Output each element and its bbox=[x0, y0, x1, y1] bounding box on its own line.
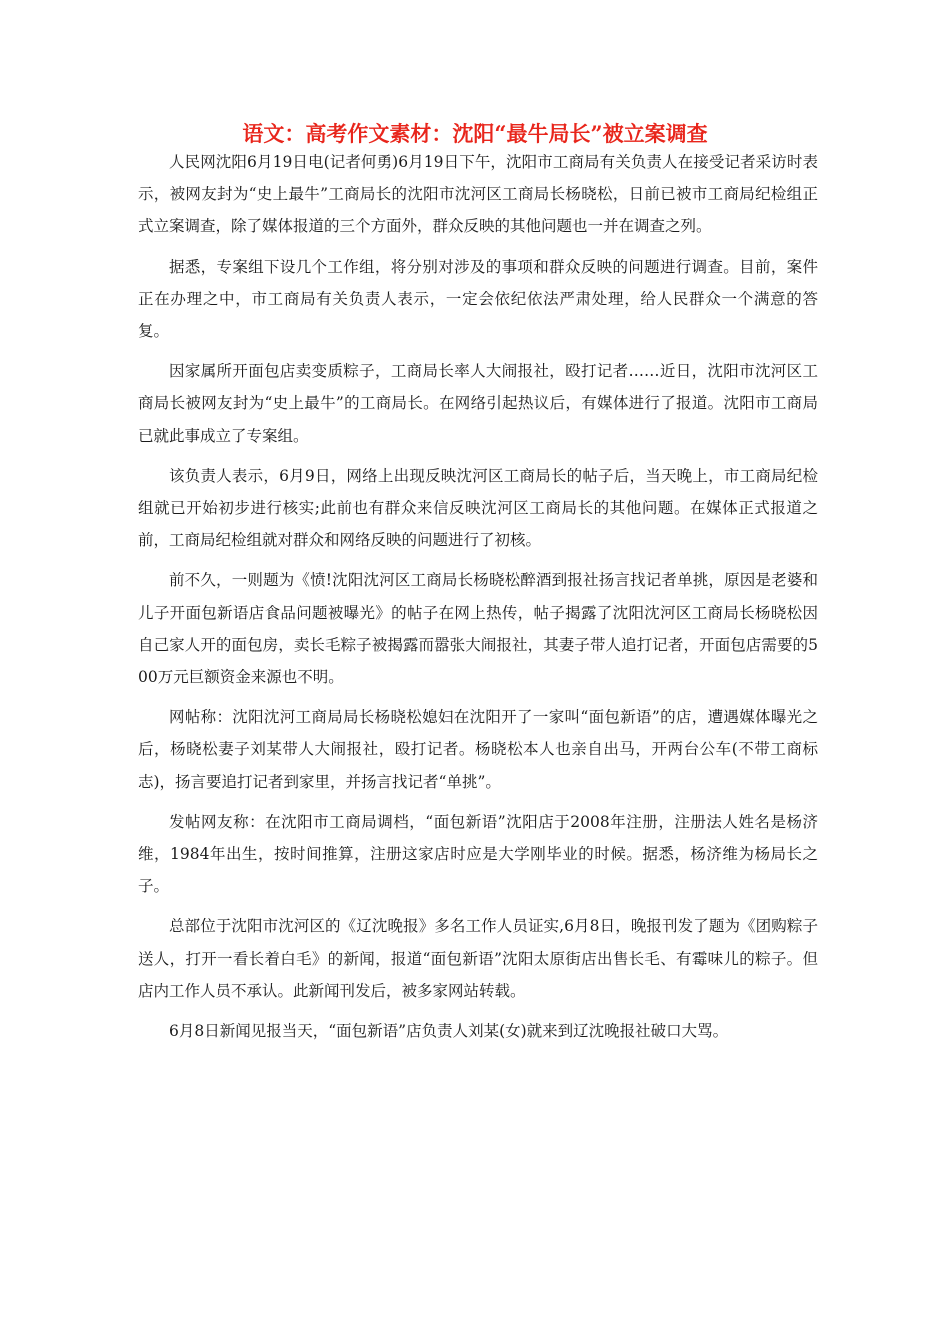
paragraph: 发帖网友称：在沈阳市工商局调档，“面包新语”沈阳店于2008年注册，注册法人姓名是杨济维，1984年出生，按时间推算，注册这家店时应是大学刚毕业的时候。据悉，杨济维为杨局长之子。 bbox=[138, 812, 818, 896]
document-body bbox=[138, 146, 818, 1055]
paragraph: 人民网沈阳6月19日电(记者何勇)6月19日下午，沈阳市工商局有关负责人在接受记者采访时表示，被网友封为“史上最牛”工商局长的沈阳市沈河区工商局长杨晓松，日前已被市工商局纪检组正式立案调查，除了媒体报道的三个方面外，群众反映的其他问题也一并在调查之列。 bbox=[138, 153, 818, 236]
document-title: 语文：高考作文素材：沈阳“最牛局长”被立案调查 bbox=[242, 121, 708, 146]
paragraph: 因家属所开面包店卖变质粽子，工商局长率人大闹报社，殴打记者……近日，沈阳市沈河区工商局长被网友封为“史上最牛”的工商局长。在网络引起热议后，有媒体进行了报道。沈阳市工商局已就此事成立了专案组。 bbox=[138, 362, 818, 445]
paragraph: 总部位于沈阳市沈河区的《辽沈晚报》多名工作人员证实,6月8日，晚报刊发了题为《团购粽子送人，打开一看长着白毛》的新闻，报道“面包新语”沈阳太原街店出售长毛、有霉味儿的粽子。但店内工作人员不承认。此新闻刊发后，被多家网站转载。 bbox=[138, 917, 818, 1000]
paragraph: 据悉，专案组下设几个工作组，将分别对涉及的事项和群众反映的问题进行调查。目前，案件正在办理之中，市工商局有关负责人表示，一定会依纪依法严肃处理，给人民群众一个满意的答复。 bbox=[138, 257, 818, 341]
paragraph: 6月8日新闻见报当天，“面包新语”店负责人刘某(女)就来到辽沈晚报社破口大骂。 bbox=[169, 1022, 729, 1041]
paragraph: 前不久，一则题为《愤!沈阳沈河区工商局长杨晓松醉酒到报社扬言找记者单挑，原因是老婆和儿子开面包新语店食品问题被曝光》的帖子在网上热传，帖子揭露了沈阳沈河区工商局长杨晓松因自己家人开的面包房，卖长毛粽子被揭露而嚣张大闹报社，其妻子带人追打记者，开面包店需要的500万元巨额资金来源也不明。 bbox=[138, 571, 818, 687]
paragraph: 网帖称：沈阳沈河工商局局长杨晓松媳妇在沈阳开了一家叫“面包新语”的店，遭遇媒体曝光之后，杨晓松妻子刘某带人大闹报社，殴打记者。杨晓松本人也亲自出马，开两台公车(不带工商标志)，扬言要追打记者到家里，并扬言找记者“单挑”。 bbox=[138, 708, 818, 791]
paragraph: 该负责人表示，6月9日，网络上出现反映沈河区工商局长的帖子后，当天晚上，市工商局纪检组就已开始初步进行核实;此前也有群众来信反映沈河区工商局长的其他问题。在媒体正式报道之前，工商局纪检组就对群众和网络反映的问题进行了初核。 bbox=[138, 466, 818, 550]
